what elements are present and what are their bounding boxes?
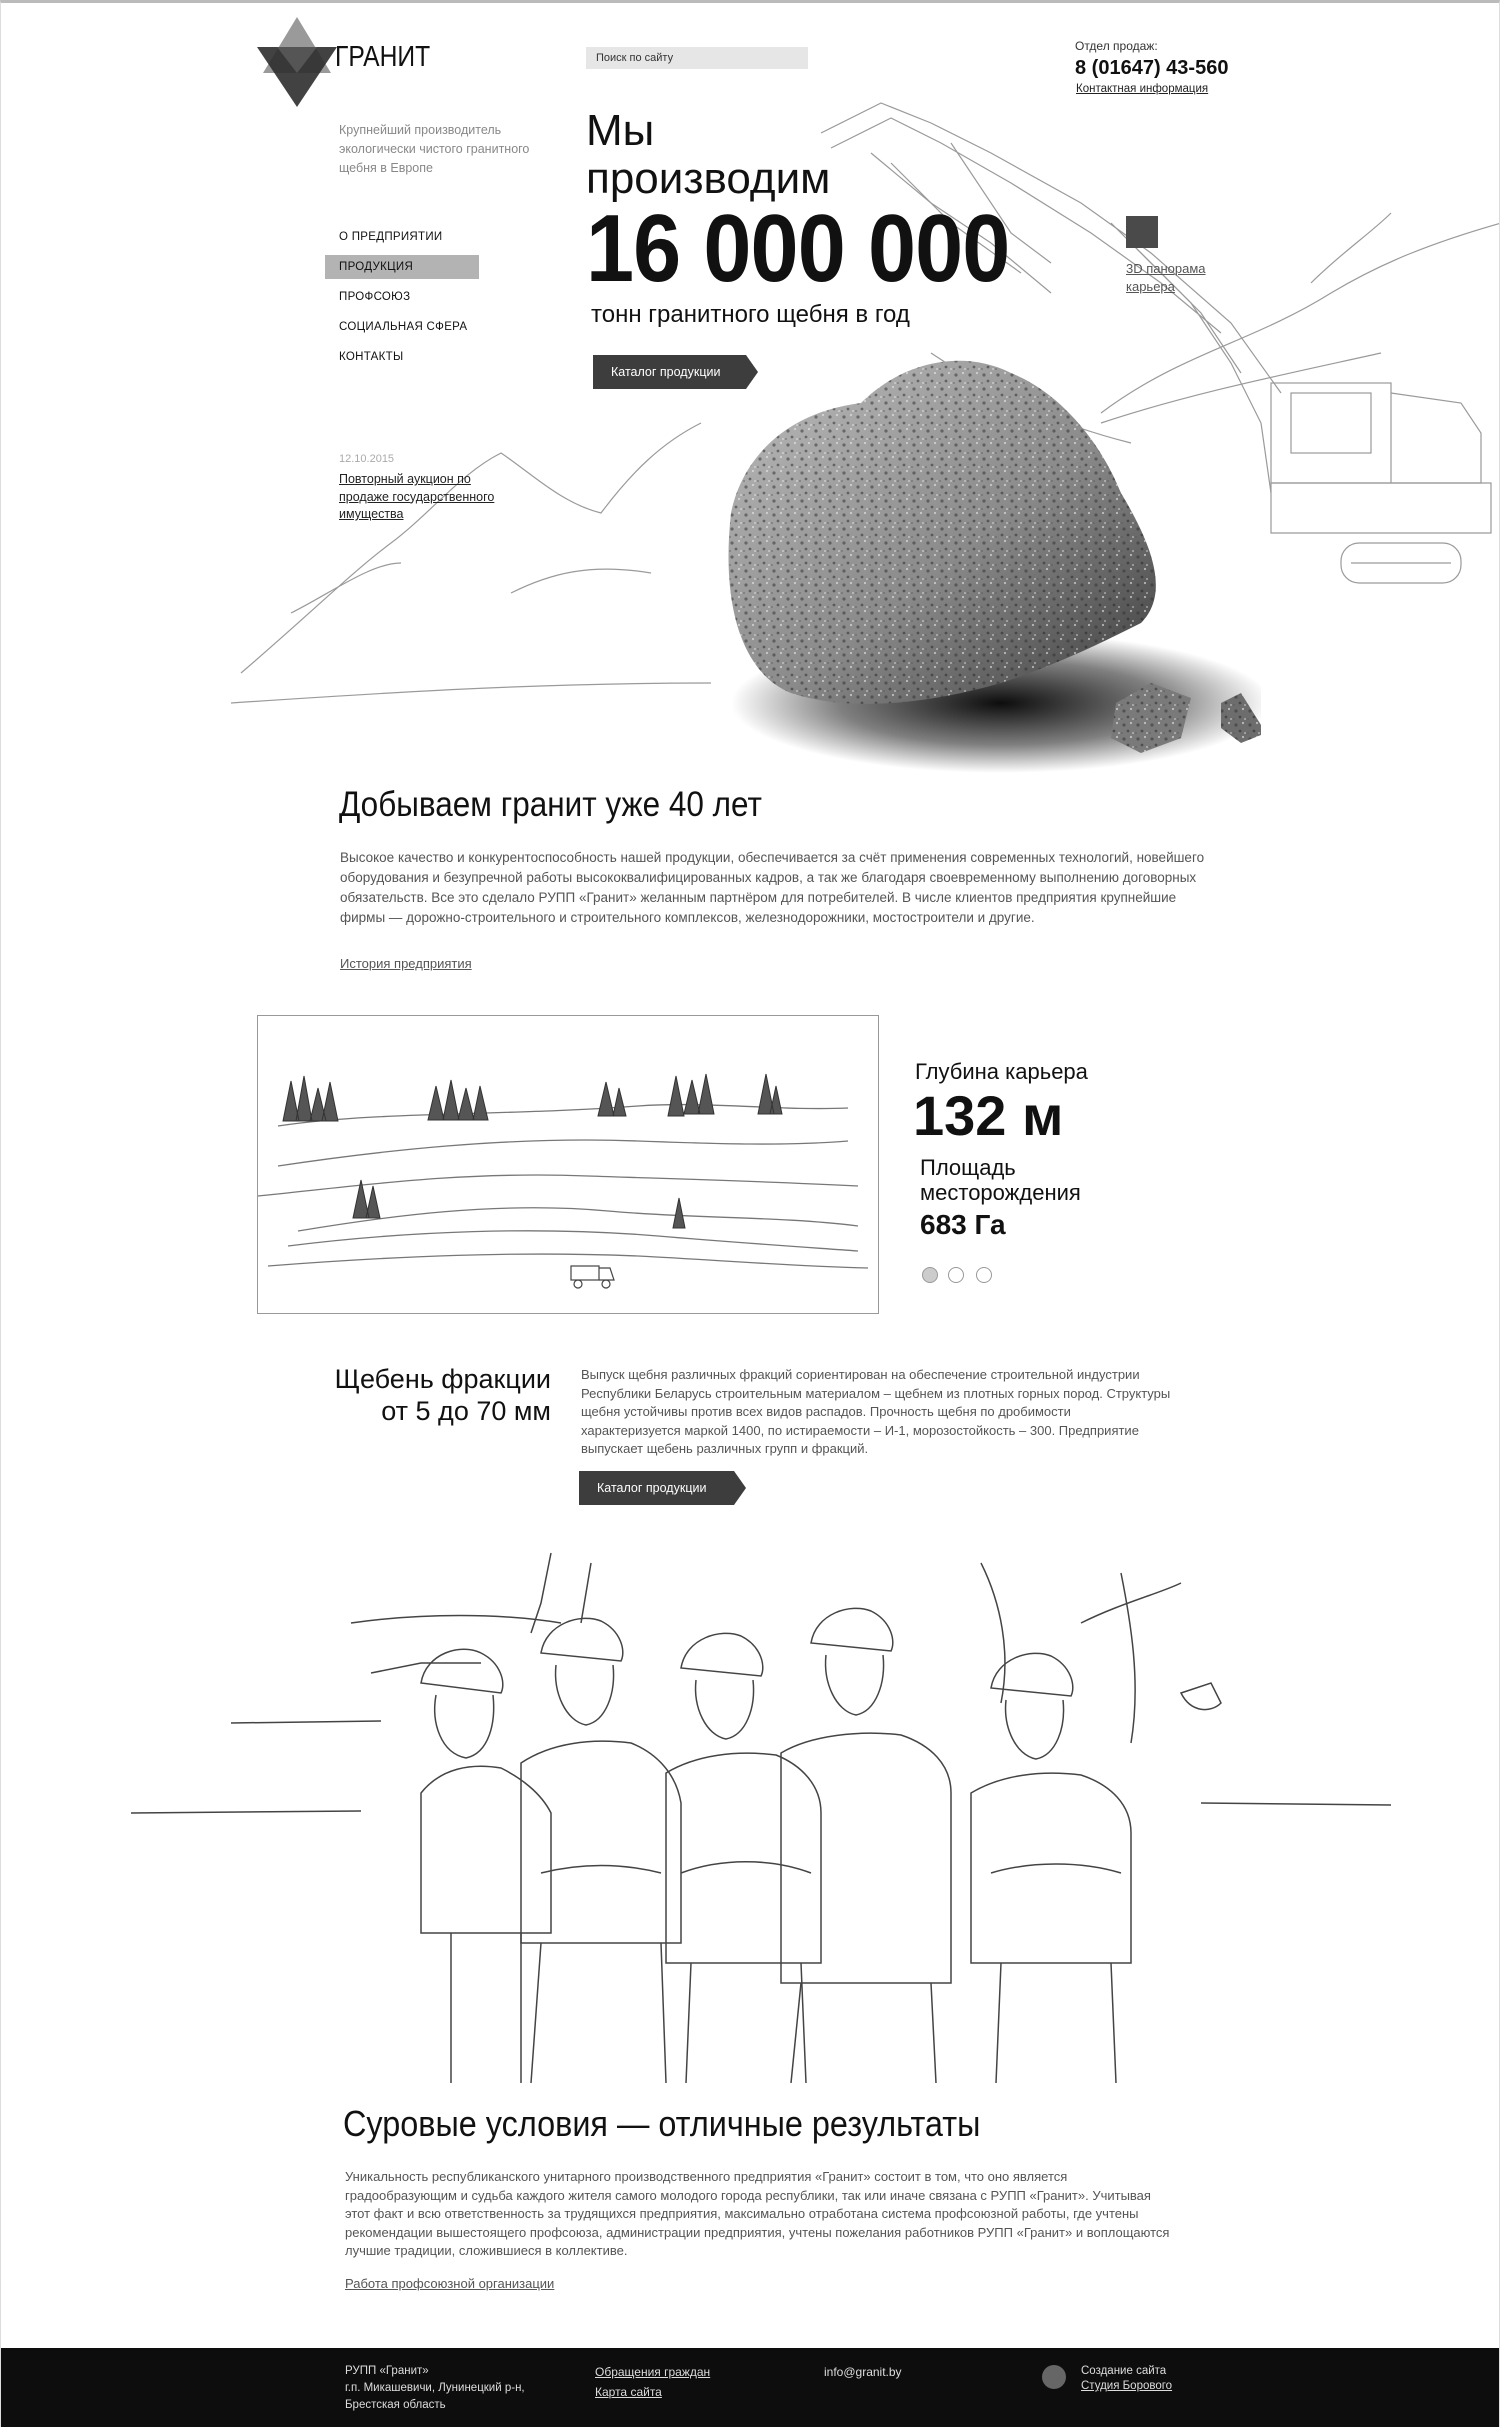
history-title: Добываем гранит уже 40 лет [339,785,762,824]
hero-production-number: 16 000 000 [586,195,1010,302]
nav-item-union[interactable]: ПРОФСОЮЗ [339,291,411,303]
footer-address [345,2363,545,2414]
nav-item-about[interactable]: О ПРЕДПРИЯТИИ [339,231,443,243]
deposit-area-value: 683 Га [920,1209,1006,1240]
slider-dot-1[interactable] [922,1267,938,1283]
slider-dot-3[interactable] [976,1267,992,1283]
nav-item-products[interactable]: ПРОДУКЦИЯ [325,255,479,279]
nav-item-social[interactable]: СОЦИАЛЬНАЯ СФЕРА [339,321,468,333]
sales-department-label: Отдел продаж: [1075,39,1158,53]
main-nav [325,225,479,375]
history-link[interactable]: История предприятия [340,956,472,971]
fraction-text: Выпуск щебня различных фракций сориентирован на обеспечение строительной индустрии Республики Беларусь строительным материалом – щебнем из плотных горных пород. Структуры щебня устойчивы против всех видов распадов. Прочность щебня по дробимости характеризуется маркой 1400, по истираемости – И-1, морозостойкость – 300. Предприятие выпускает щебень различных групп и фракций. [581,1367,1171,1456]
nav-item-contacts[interactable]: КОНТАКТЫ [339,351,404,363]
footer-appeals-link[interactable]: Обращения граждан [595,2365,711,2379]
footer-sitemap-link[interactable]: Карта сайта [595,2385,662,2399]
news-date: 12.10.2015 [339,453,395,465]
union-link[interactable]: Работа профсоюзной организации [345,2276,555,2291]
site-tagline: Крупнейший производитель экологически чистого гранитного щебня в Европе [339,123,530,175]
footer-email[interactable]: info@granit.by [824,2365,902,2379]
hero-line-2: производим [586,154,831,203]
quarry-sketch-image [258,1016,878,1313]
footer-created-label: Создание сайта [1081,2365,1167,2377]
granite-rock-image [701,343,1261,783]
panorama-icon[interactable] [1126,216,1158,248]
quarry-depth-label: Глубина карьера [915,1059,1088,1084]
search-input[interactable] [586,47,808,69]
slider-dot-2[interactable] [948,1267,964,1283]
footer-address-line-2: г.п. Микашевичи, Лунинецкий р-н, [345,2382,525,2394]
fraction-title-line-1: Щебень фракции [334,1364,551,1394]
footer-address-line-1: РУПП «Гранит» [345,2365,429,2377]
history-text: Высокое качество и конкурентоспособность нашей продукции, обеспечивается за счёт применения современных технологий, новейшего оборудования и безупречной работы высококвалифицированных кадров, а так же благодаря своевременному выполнению договорных обязательств. Все это сделало РУПП «Гранит» желанным партнёром для потребителей. В числе клиентов предприятия крупнейшие фирмы — дорожно-строительного и строительного комплексов, железнодорожники, мостостроители и другие. [340,850,1205,925]
news-title-link[interactable]: Повторный аукцион по продаже государственного имущества [339,472,495,521]
quarry-depth-value: 132 м [913,1084,1064,1147]
granite-logo-icon[interactable] [257,17,337,107]
catalog-button-hero[interactable]: Каталог продукции [593,355,746,389]
footer-studio-link[interactable]: Студия Борового [1081,2380,1173,2392]
footer [1,2348,1500,2427]
fraction-title-line-2: от 5 до 70 мм [381,1396,551,1426]
logo-text[interactable]: ГРАНИТ [335,41,431,73]
panorama-link[interactable]: 3D панорама карьера [1126,261,1206,294]
fraction-title [301,1363,551,1427]
contact-info-link[interactable]: Контактная информация [1076,83,1209,95]
studio-logo-icon[interactable] [1042,2365,1066,2389]
footer-address-line-3: Брестская область [345,2399,446,2411]
catalog-button-fraction[interactable]: Каталог продукции [579,1471,734,1505]
hero-subtitle: тонн гранитного щебня в год [591,301,910,328]
deposit-area-label: Площадь месторождения [920,1155,1081,1205]
quarry-illustration [257,1015,879,1314]
workers-sketch-illustration [121,1543,1401,2083]
union-title: Суровые условия — отличные результаты [343,2103,981,2144]
sales-phone-number: 8 (01647) 43-560 [1075,57,1229,79]
hero-line-1: Мы [586,106,655,155]
union-text: Уникальность республиканского унитарного производственного предприятия «Гранит» состоит в том, что оно является градообразующим и судьба каждого жителя самого молодого города республики, так или иначе связана с РУПП «Гранит». Учитывая этот факт и всю ответственность за трудящихся предприятия, максимально отработана система профсоюзной работы, где учтены рекомендации вышестоящего профсоюза, администрации предприятия, учтены пожелания работников РУПП «Гранит» и воплощаются лучшие традиции, сложившиеся в коллективе. [345,2169,1170,2258]
